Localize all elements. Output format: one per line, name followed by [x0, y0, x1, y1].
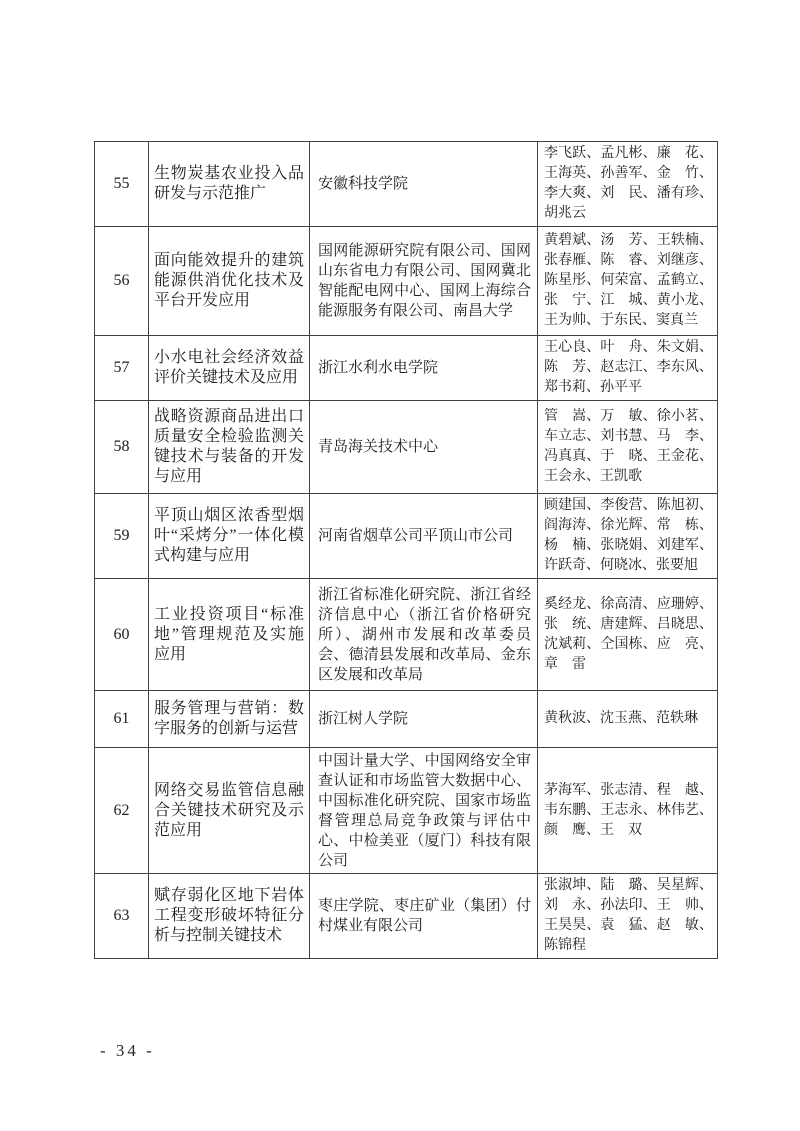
organizations-cell: 浙江水利水电学院: [310, 336, 538, 401]
awardees-cell: 茅海军、张志清、程 越、韦东鹏、王志永、林伟艺、颜 鹰、王 双: [538, 748, 718, 874]
row-number-cell: 56: [95, 227, 149, 336]
awardees-cell: 奚经龙、徐高清、应珊婷、张 统、唐建辉、吕晓思、沈斌莉、仝国栋、应 亮、章 雷: [538, 579, 718, 691]
awardees-cell: 李飞跃、孟凡彬、廉 花、王海英、孙善军、金 竹、李大爽、刘 民、潘有珍、胡兆云: [538, 142, 718, 227]
page-number: - 34 -: [100, 1041, 155, 1060]
table-row: [95, 227, 718, 336]
organizations-cell: 浙江省标准化研究院、浙江省经济信息中心（浙江省价格研究所）、湖州市发展和改革委员会、德清县发展和改革局、金东区发展和改革局: [310, 579, 538, 691]
project-title-cell: 赋存弱化区地下岩体工程变形破坏特征分析与控制关键技术: [149, 874, 310, 959]
table-row: [95, 691, 718, 748]
table-row: [95, 494, 718, 579]
organizations-cell: 浙江树人学院: [310, 691, 538, 748]
awardees-cell: 王心良、叶 舟、朱文娟、陈 芳、赵志江、李东风、郑书莉、孙平平: [538, 336, 718, 401]
row-number-cell: 63: [95, 874, 149, 959]
organizations-cell: 中国计量大学、中国网络安全审查认证和市场监管大数据中心、中国标准化研究院、国家市场监督管理总局竞争政策与评估中心、中检美亚（厦门）科技有限公司: [310, 748, 538, 874]
table-row: [95, 874, 718, 959]
organizations-cell: 青岛海关技术中心: [310, 401, 538, 494]
row-number-cell: 55: [95, 142, 149, 227]
awardees-cell: 顾建国、李俊营、陈旭初、阎海涛、徐光辉、常 栋、杨 楠、张晓娟、刘建军、许跃奇、何晓冰、张要旭: [538, 494, 718, 579]
row-number-cell: 57: [95, 336, 149, 401]
organizations-cell: 枣庄学院、枣庄矿业（集团）付村煤业有限公司: [310, 874, 538, 959]
table-row: [95, 748, 718, 874]
project-title-cell: 网络交易监管信息融合关键技术研究及示范应用: [149, 748, 310, 874]
project-title-cell: 小水电社会经济效益评价关键技术及应用: [149, 336, 310, 401]
project-title-cell: 战略资源商品进出口质量安全检验监测关键技术与装备的开发与应用: [149, 401, 310, 494]
table-row: [95, 142, 718, 227]
project-title-cell: 生物炭基农业投入品研发与示范推广: [149, 142, 310, 227]
row-number-cell: 62: [95, 748, 149, 874]
table-row: [95, 401, 718, 494]
row-number-cell: 61: [95, 691, 149, 748]
row-number-cell: 60: [95, 579, 149, 691]
project-title-cell: 服务管理与营销：数字服务的创新与运营: [149, 691, 310, 748]
organizations-cell: 国网能源研究院有限公司、国网山东省电力有限公司、国网冀北智能配电网中心、国网上海综合能源服务有限公司、南昌大学: [310, 227, 538, 336]
award-projects-table: [94, 141, 718, 959]
awardees-cell: 黄碧斌、汤 芳、王轶楠、张春雁、陈 睿、刘继彦、陈星彤、何荣富、孟鹤立、张 宁、江 城、黄小龙、王为帅、于东民、窦真兰: [538, 227, 718, 336]
table-row: [95, 336, 718, 401]
awardees-cell: 管 嵩、万 敏、徐小茗、车立志、刘书慧、马 李、冯真真、于 晓、王金花、王会永、王凯歌: [538, 401, 718, 494]
awardees-cell: 张淑坤、陆 璐、吴星辉、刘 永、孙法印、王 帅、王昊昊、袁 猛、赵 敏、陈锦程: [538, 874, 718, 959]
organizations-cell: 河南省烟草公司平顶山市公司: [310, 494, 538, 579]
project-title-cell: 工业投资项目“标准地”管理规范及实施应用: [149, 579, 310, 691]
awardees-cell: 黄秋波、沈玉燕、范轶琳: [538, 691, 718, 748]
project-title-cell: 平顶山烟区浓香型烟叶“采烤分”一体化模式构建与应用: [149, 494, 310, 579]
row-number-cell: 58: [95, 401, 149, 494]
organizations-cell: 安徽科技学院: [310, 142, 538, 227]
project-title-cell: 面向能效提升的建筑能源供消优化技术及平台开发应用: [149, 227, 310, 336]
table-row: [95, 579, 718, 691]
row-number-cell: 59: [95, 494, 149, 579]
